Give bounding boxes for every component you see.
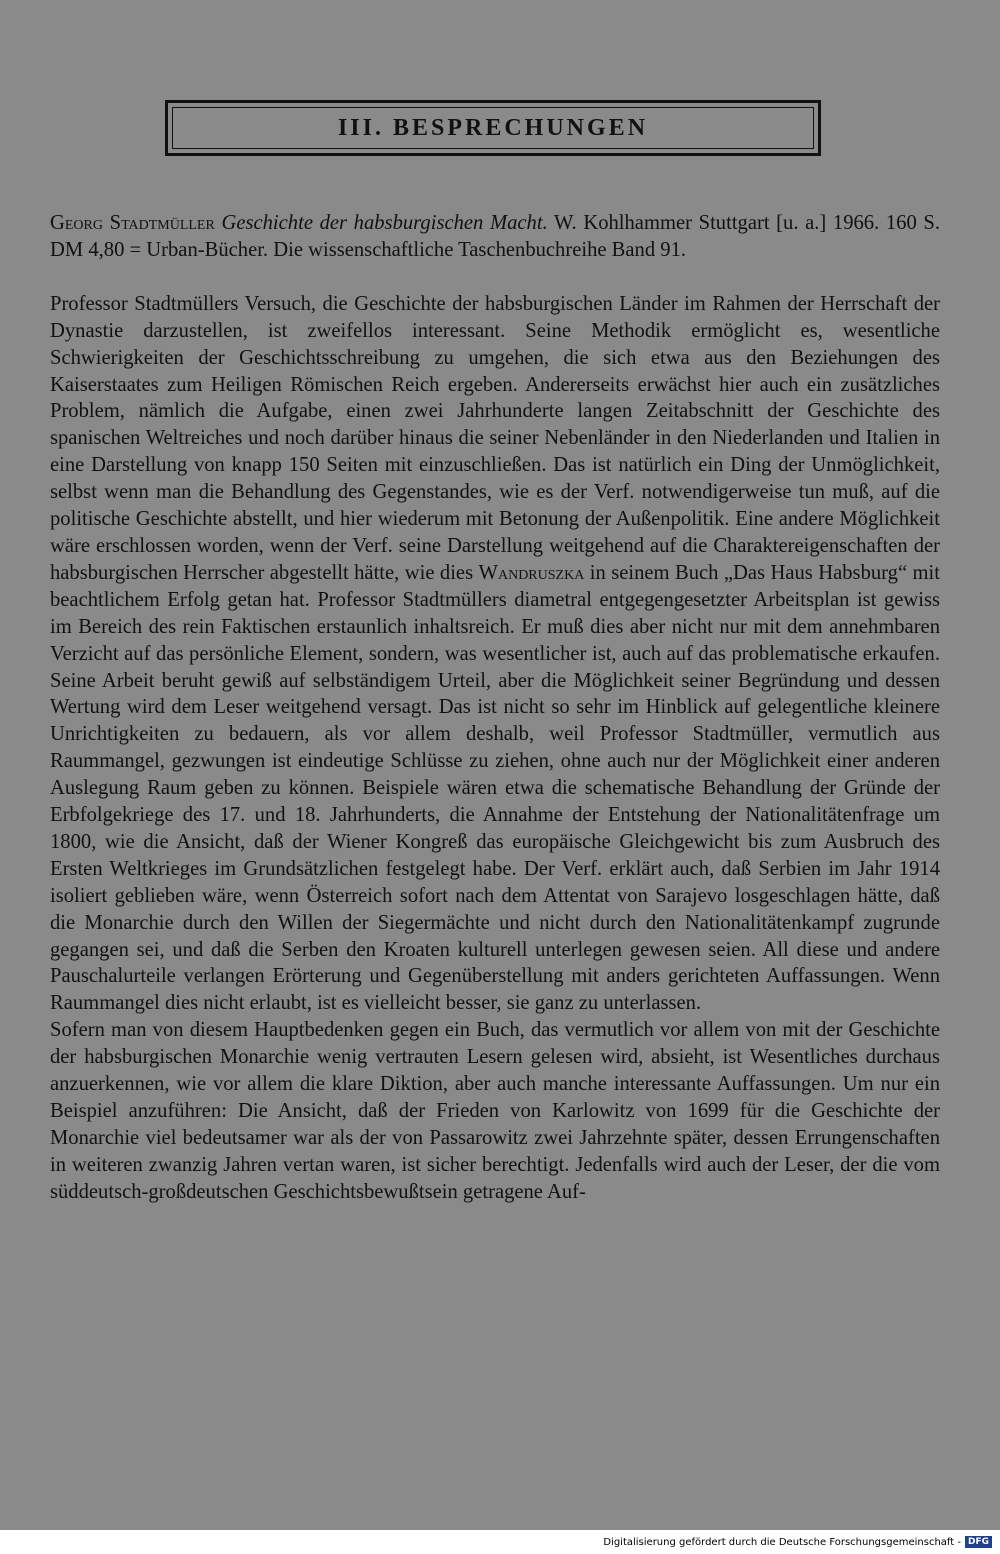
dfg-logo: DFG: [965, 1536, 992, 1548]
citation-author: Georg Stadtmüller: [50, 212, 215, 234]
citation-book-title: Geschichte der habsburgischen Macht.: [221, 212, 548, 234]
book-citation: [50, 210, 940, 264]
review-paragraph-1: [50, 291, 940, 1017]
cited-author-name: Wandruszka: [478, 561, 585, 584]
review-paragraph-2: Sofern man von diesem Hauptbedenken gegen ein Buch, das vermutlich vor allem von mit der Geschichte der habsburgischen Monarchie wenig vertrauten Lesern gelesen wird, absieht, ist Wesentliches durchaus anzuerkennen, wie vor allem die klare Diktion, aber auch manche interessante Auffassungen. Um nur ein Beispiel anzuführen: Die Ansicht, daß der Frieden von Karlowitz von 1699 für die Geschichte der Monarchie viel bedeutsamer war als der von Passarowitz zwei Jahrzehnte später, dessen Errungenschaften in weiteren zwanzig Jahren vertan waren, ist sicher berechtigt. Jedenfalls wird auch der Leser, der die vom süddeutsch-großdeutschen Geschichtsbewußtsein getragene Auf-: [50, 1019, 940, 1203]
section-heading-box: [165, 100, 821, 156]
footer-credit: Digitalisierung gefördert durch die Deutsche Forschungsgemeinschaft -: [603, 1536, 961, 1548]
paragraph-1-text-a: Professor Stadtmüllers Versuch, die Geschichte der habsburgischen Länder im Rahmen der Herrschaft der Dynastie darzustellen, ist zweifellos interessant. Seine Methodik ermöglicht es, wesentliche Schwierigkeiten der Geschichtsschreibung zu umgehen, die sich etwa aus den Beziehungen des Kaiserstaates zum Heiligen Römischen Reich ergeben. Andererseits erwächst hier auch ein zusätzliches Problem, nämlich die Aufgabe, einen zwei Jahrhunderte langen Zeitabschnitt der Geschichte des spanischen Weltreiches und noch darüber hinaus die seiner Nebenländer in den Niederlanden und Italien in eine Darstellung von knapp 150 Seiten mit einzuschließen. Das ist natürlich ein Ding der Unmöglichkeit, selbst wenn man die Behandlung des Gegenstandes, wie es der Verf. notwendigerweise tun muß, auf die politische Geschichte abstellt, und hier wiederum mit Betonung der Außenpolitik. Eine andere Möglichkeit wäre erschlossen worden, wenn der Verf. seine Darstellung weitgehend auf die Charaktereigenschaften der habsburgischen Herrscher abgestellt hätte, wie dies: [50, 292, 940, 584]
section-title: III. BESPRECHUNGEN: [337, 114, 649, 141]
citation-publication: W. Kohlhammer Stuttgart [u. a.] 1966. 160 S. DM 4,80 = Urban-Bücher. Die wissenschaftliche Taschenbuchreihe Band 91.: [50, 212, 940, 261]
paragraph-1-text-b: in seinem Buch „Das Haus Habsburg“ mit beachtlichem Erfolg getan hat. Professor Stadtmüllers diametral entgegengesetzter Arbeitsplan ist gewiss im Bereich des rein Faktischen erstaunlich inhaltsreich. Er muß dies aber nicht nur mit dem annehmbaren Verzicht auf das persönliche Element, sondern, was wesentlicher ist, auch auf das problematische erkaufen. Seine Arbeit beruht gewiß auf selbständigem Urteil, aber die Möglichkeit seiner Begründung und dessen Wertung wird dem Leser weitgehend versagt. Das ist nicht so sehr im Hinblick auf gelegentliche kleinere Unrichtigkeiten zu bedauern, als vor allem deshalb, weil Professor Stadtmüller, vermutlich aus Raummangel, gezwungen ist eindeutige Schlüsse zu ziehen, ohne auch nur der Möglichkeit einer anderen Auslegung Raum geben zu können. Beispiele wären etwa die schematische Behandlung der Gründe der Erbfolgekriege des 17. und 18. Jahrhunderts, die Annahme der Entstehung der Nationalitätenfrage um 1800, wie die Ansicht, daß der Wiener Kongreß das europäische Gleichgewicht bis zum Ausbruch des Ersten Weltkrieges im Grundsätzlichen festgelegt habe. Der Verf. erklärt auch, daß Serbien im Jahr 1914 isoliert geblieben wäre, wenn Österreich sofort nach dem Attentat von Sarajevo losgeschlagen hätte, daß die Monarchie durch den Willen der Siegermächte und nicht durch den Nationalitätenkampf zugrunde gegangen sei, und daß die Serben den Kroaten kulturell unterlegen gewesen seien. All diese und andere Pauschalurteile verlangen Erörterung und Gegenüberstellung mit anders gerichteten Auffassungen. Wenn Raummangel dies nicht erlaubt, ist es vielleicht besser, sie ganz zu unterlassen.: [50, 561, 940, 1015]
review-body: [50, 210, 940, 1206]
digitization-footer: [0, 1530, 1000, 1554]
